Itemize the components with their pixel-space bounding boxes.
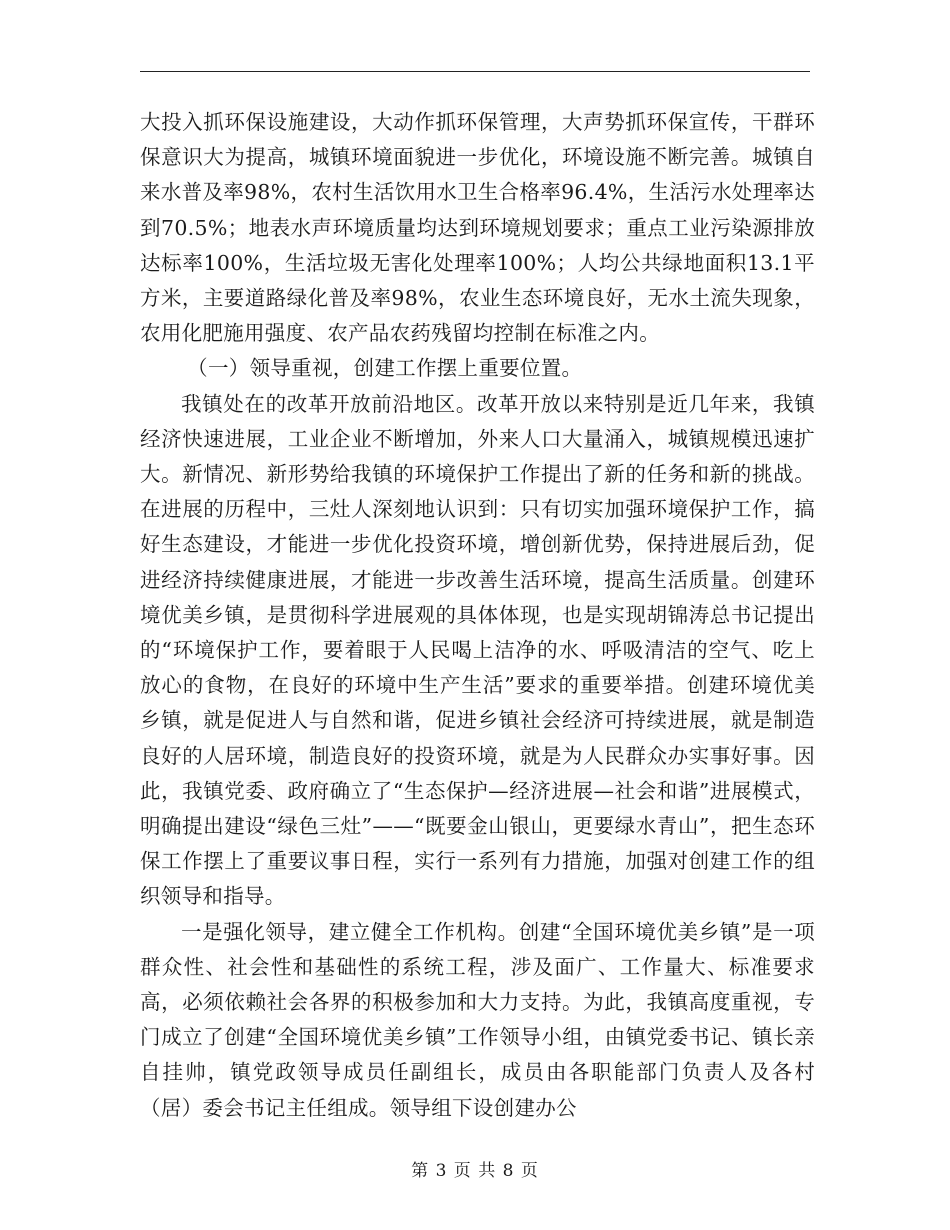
paragraph-body: 一是强化领导，建立健全工作机构。创建“全国环境优美乡镇”是一项群众性、社会性和基础性的系统工程，涉及面广、工作量大、标准要求高，必须依赖社会各界的积极参加和大力支持。为此，我镇高度重视，专门成立了创建“全国环境优美乡镇”工作领导小组，由镇党委书记、镇长亲自挂帅，镇党政领导成员任副组长，成员由各职能部门负责人及各村（居）委会书记主任组成。领导组下设创建办公: [140, 919, 815, 1120]
paragraph-continuation: 大投入抓环保设施建设，大动作抓环保管理，大声势抓环保宣传，干群环保意识大为提高，城镇环境面貌进一步优化，环境设施不断完善。城镇自来水普及率98%，农村生活饮用水卫生合格率96.4%，生活污水处理率达到70.5%；地表水声环境质量均达到环境规划要求；重点工业污染源排放达标率100%，生活垃圾无害化处理率100%；人均公共绿地面积13.1平方米，主要道路绿化普及率98%，农业生态环境良好，无水土流失现象，农用化肥施用强度、农产品农药残留均控制在标准之内。: [140, 110, 815, 346]
paragraph-body: 我镇处在的改革开放前沿地区。改革开放以来特别是近几年来，我镇经济快速进展，工业企业不断增加，外来人口大量涌入，城镇规模迅速扩大。新情况、新形势给我镇的环境保护工作提出了新的任务和新的挑战。在进展的历程中，三灶人深刻地认识到：只有切实加强环境保护工作，搞好生态建设，才能进一步优化投资环境，增创新优势，保持进展后劲，促进经济持续健康进展，才能进一步改善生活环境，提高生活质量。创建环境优美乡镇，是贯彻科学进展观的具体体现，也是实现胡锦涛总书记提出的“环境保护工作，要着眼于人民喝上洁净的水、呼吸清洁的空气、吃上放心的食物，在良好的环境中生产生活”要求的重要举措。创建环境优美乡镇，就是促进人与自然和谐，促进乡镇社会经济可持续进展，就是制造良好的人居环境，制造良好的投资环境，就是为人民群众办实事好事。因此，我镇党委、政府确立了“生态保护—经济进展—社会和谐”进展模式，明确提出建设“绿色三灶”——“既要金山银山，更要绿水青山”，把生态环保工作摆上了重要议事日程，实行一系列有力措施，加强对创建工作的组织领导和指导。: [140, 391, 815, 909]
header-rule: [140, 71, 810, 72]
section-heading: （一）领导重视，创建工作摆上重要位置。: [187, 356, 583, 381]
document-body: [140, 105, 815, 1126]
page-number-footer: 第 3 页 共 8 页: [411, 1161, 539, 1181]
